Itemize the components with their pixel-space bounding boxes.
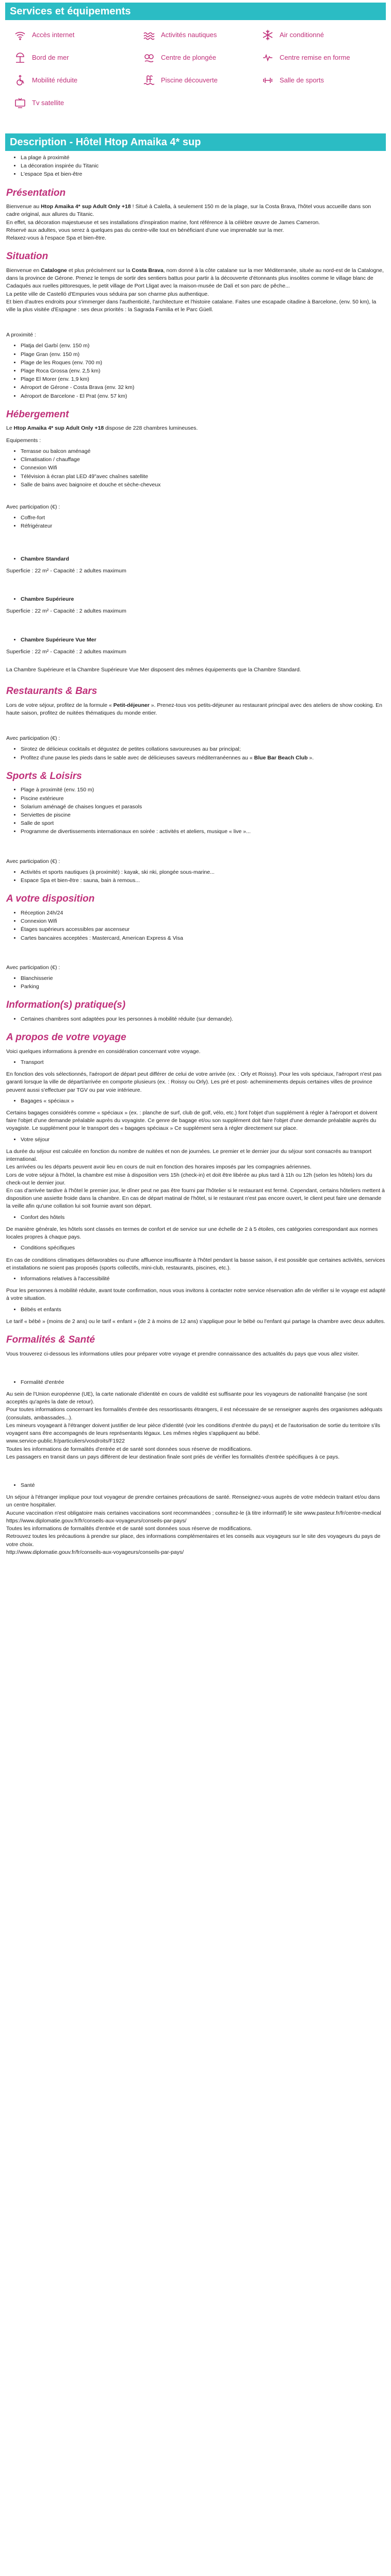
list-item: • Télévision à écran plat LED 49"avec chaînes satellite (21, 473, 386, 481)
pratiques-list (5, 1015, 386, 1023)
list-item: • Plage de les Roques (env. 700 m) (21, 359, 386, 367)
situation-p1: Bienvenue en Catalogne et plus précisément sur la Costa Brava, nom donné à la côte catalane sur la mer Méditerranée, située au nord-est de la Catalogne, dans la province de Gérone. Prenez le temps de sortir des sentiers battus pour partir à la découverte d'étonnants plus insolites comme le village blanc de Cadaqués aux ruelles pittoresques, le petit village de Port Lligat avec la maison-musée de Dalí et son parc de pêche... (6, 267, 384, 290)
service-item (14, 93, 143, 113)
disposition-paid-list (5, 975, 386, 991)
service-item (143, 25, 262, 45)
voyage-text: Pour les personnes à mobilité réduite, avant toute confirmation, nous vous invitons à contacter notre service réservation afin de vérifier si le voyage est adapté à votre situation. (6, 1287, 386, 1302)
list-item: • Blanchisserie (21, 975, 386, 982)
sports-paid-list (5, 869, 386, 885)
service-item (143, 48, 262, 67)
service-item (262, 71, 386, 90)
service-label: Accès internet (32, 30, 75, 39)
situation-p3: Et bien d'autres endroits pour s'immerger dans l'authenticité, l'architecture et l'histoire catalane. Faites une escapade citadine à Barcelone, (env. 50 km), la ville la plus visitée d'Espagne : ses deux priorités : la Sagrada Familia et le Parc Güell. (6, 298, 377, 313)
service-item (262, 25, 386, 45)
nearby-label: A proximité : (6, 332, 36, 338)
voyage-heading: • Transport (21, 1059, 386, 1066)
formalites-text: Au sein de l'Union européenne (UE), la carte nationale d'identité en cours de validité est suffisante pour les voyageurs de nationalité française (ne sont acceptés qu'après la date de retour). Pour toutes informations concernant les formalités d'entrée des ressortissants étrangers, il est nécessaire de se renseigner auprès des organismes adéquats (consulats, ambassades...). Les mineurs voyageant à l'étranger doivent justifier de leur pièce d'identité (voir les conditions d'entrée du pays) et de l'autorisation de sortie du territoire s'ils voyagent sans être accompagnés de leurs représentants légaux. Les mêmes règles s'appliquent au bébé. www.service-public.fr/particuliers/vosdroits/F1922 Toutes les informations de formalités d'entrée et de santé sont données sous réserve de modifications. Les passagers en transit dans un pays différent de leur destination finale sont priés de vérifier les formalités d'entrée spécifiques à ce pays. (6, 1391, 383, 1460)
formalites-sante (5, 1461, 386, 1556)
voyage-text: La durée du séjour est calculée en fonction du nombre de nuitées et non de journées. Le premier et le dernier jour du séjour sont consacrés au transport international. Les arrivées ou les départs peuvent avoir lieu en cours de nuit en fonction des horaires imposés par les compagnies aériennes. Lors de votre séjour à l'hôtel, la chambre est mise à disposition vers 15h (check-in) et doit être libérée au plus tard à 11h ou 12h (selon les hôtels) lors du check-out le dernier jour. En cas d'arrivée tardive à l'hôtel le premier jour, le dîner peut ne pas être fourni par l'hôtelier si le restaurant est fermé. Cependant, certains hôteliers mettent à disposition une assiette froide dans la chambre. En cas de départ matinal de l'hôtel, si le restaurant n'est pas encore ouvert, le client peut faire une demande la veille afin qu'une collation lui soit fournie avant son départ. (6, 1148, 385, 1210)
equipment-list (5, 448, 386, 489)
list-item: • Plage à proximité (env. 150 m) (21, 786, 386, 794)
service-label: Centre de plongée (161, 53, 216, 61)
sports-list (5, 786, 386, 836)
list-item: • Platja del Garbí (env. 150 m) (21, 342, 386, 350)
room-paid-list (5, 514, 386, 530)
voyage-text: En fonction des vols sélectionnés, l'aéroport de départ peut différer de celui de votre arrivée (ex. : Orly et Roissy). Pour les vols spéciaux, l'aéroport n'est pas garanti lorsque la ville de départ/arrivée en comporte plusieurs (ex. : Roissy ou Orly). Les pré et post- acheminements depuis certaines villes de province peuvent aussi s'effectuer par TGV ou par voie intérieure. (6, 1071, 382, 1093)
room-block (5, 616, 386, 656)
list-item: • Plage El Morer (env. 1,9 km) (21, 376, 386, 383)
voyage-text: De manière générale, les hôtels sont classés en termes de confort et de service sur une échelle de 2 à 5 étoiles, ces catégories correspondant aux normes locales propres à chaque pays. (6, 1226, 378, 1241)
service-label: Air conditionné (280, 30, 324, 39)
list-item: • Réfrigérateur (21, 522, 386, 530)
beach-icon (14, 52, 26, 63)
wheelchair-icon (14, 75, 26, 86)
service-item (14, 25, 143, 45)
presentation-title: Présentation (6, 187, 66, 198)
list-item: • Parking (21, 983, 386, 991)
formalites-blocks (5, 1358, 386, 1556)
list-item: • Terrasse ou balcon aménagé (21, 448, 386, 455)
presentation-p2: En effet, sa décoration majestueuse et ses installations d'inspiration marine, font référence à la célèbre œuvre de James Cameron. (6, 219, 320, 226)
hebergement-title: Hébergement (6, 409, 69, 420)
list-item: • Aéroport de Barcelone - El Prat (env. 57 km) (21, 393, 386, 400)
voyage-bagages (5, 1097, 386, 1133)
rooms-note: La Chambre Supérieure et la Chambre Supérieure Vue Mer disposent des mêmes équipements que la Chambre Standard. (6, 666, 301, 673)
rooms (5, 535, 386, 656)
service-label: Bord de mer (32, 53, 69, 61)
fitness-icon (262, 52, 273, 63)
sports-title: Sports & Loisirs (6, 770, 82, 782)
list-item: • Serviettes de piscine (21, 811, 386, 819)
service-label: Salle de sports (280, 76, 324, 84)
snowflake-icon (262, 29, 273, 41)
voyage-heading: • Confort des hôtels (21, 1214, 386, 1222)
disposition-list (5, 909, 386, 942)
formalites-heading: • Santé (21, 1482, 386, 1489)
equipment-label: Equipements : (6, 437, 41, 444)
voyage-confort (5, 1214, 386, 1242)
diving-icon (143, 52, 155, 63)
list-item: • Climatisation / chauffage (21, 456, 386, 464)
list-item: • Réception 24h/24 (21, 909, 386, 917)
list-item: • Plage Gran (env. 150 m) (21, 351, 386, 359)
presentation-p3: Réservé aux adultes, vous serez à quelques pas du centre-ville tout en bénéficiant d'une vue imprenable sur la mer. (6, 227, 284, 233)
list-item: • Salle de sport (21, 820, 386, 827)
service-label: Activités nautiques (161, 30, 217, 39)
list-item: • Sirotez de délicieux cocktails et dégustez de petites collations savoureuses au bar principal; (21, 745, 386, 753)
list-item: • Profitez d'une pause les pieds dans le sable avec de délicieuses saveurs méditerranéennes au « Blue Bar Beach Club ». (21, 754, 386, 762)
restaurants-title: Restaurants & Bars (6, 686, 97, 697)
service-item (14, 71, 143, 90)
list-item: • Activités et sports nautiques (à proximité) : kayak, ski nki, plongée sous-marine... (21, 869, 386, 876)
service-item (262, 48, 386, 67)
voyage-bebes (5, 1306, 386, 1326)
list-item: • Plage Roca Grossa (env. 2,5 km) (21, 367, 386, 375)
wifi-icon (14, 29, 26, 41)
voyage-text: Le tarif « bébé » (moins de 2 ans) ou le tarif « enfant » (de 2 à moins de 12 ans) s'applique pour le bébé ou l'enfant qui partage la chambre avec deux adultes. (6, 1318, 385, 1325)
description-highlights (5, 154, 386, 179)
voyage-mobilite (5, 1275, 386, 1303)
list-item: • Coffre-fort (21, 514, 386, 522)
nearby-list (5, 342, 386, 400)
pool-icon (143, 75, 155, 86)
restaurants-p: Lors de votre séjour, profitez de la formule « Petit-déjeuner ». Prenez-tous vos petits-déjeuner au restaurant principal avec des ateliers de show cooking. En haute saison, profitez de nuitées thématiques du monde entier. (6, 702, 382, 716)
service-item (143, 71, 262, 90)
voyage-heading: • Votre séjour (21, 1136, 386, 1144)
list-item: • Connexion Wifi (21, 918, 386, 925)
list-item: • Étages supérieurs accessibles par ascenseur (21, 926, 386, 934)
voyage-heading: • Conditions spécifiques (21, 1244, 386, 1252)
services-grid (5, 20, 386, 113)
formalites-title: Formalités & Santé (6, 1334, 95, 1346)
room-block (5, 575, 386, 615)
list-item: • Salle de bains avec baignoire et douche et sèche-cheveux (21, 481, 386, 489)
restaurants-list (5, 745, 386, 761)
service-label: Mobilité réduite (32, 76, 78, 84)
list-item: • La plage à proximité (21, 154, 386, 162)
room-name: • Chambre Standard (21, 555, 386, 563)
room-size: Superficie : 22 m² - Capacité : 2 adultes maximum (6, 567, 126, 574)
service-item (14, 48, 143, 67)
voyage-text: En cas de conditions climatiques défavorables ou d'une affluence insuffisante à l'hôtel pendant la basse saison, il est possible que certaines activités, services et installations ne soient pas proposés (sports collectifs, mini-club, restaurants, piscines, etc.). (6, 1257, 385, 1271)
list-item: • Espace Spa et bien-être : sauna, bain à remous... (21, 877, 386, 885)
presentation-p4: Relaxez-vous à l'espace Spa et bien-être. (6, 235, 107, 242)
restaurants-paid-label: Avec participation (€) : (6, 735, 60, 742)
voyage-text: Certains bagages considérés comme « spéciaux » (ex. : planche de surf, club de golf, vélo, etc.) font l'objet d'un supplément à régler à l'aéroport et doivent faire l'objet d'une demande préalable auprès du voyagiste. Ce genre de bagage et/ou son supplément doit faire l'objet d'une demande préalable auprès du voyagiste. Le supplément pour le transport des « bagages spéciaux » Ce supplément sera à régler directement sur place. (6, 1110, 378, 1132)
list-item: • Cartes bancaires acceptées : Mastercard, American Express & Visa (21, 935, 386, 942)
situation-p2: La petite ville de Castelló d'Empuries vous séduira par son charme plus authentique. (6, 291, 209, 297)
room-block (5, 535, 386, 575)
service-label: Piscine découverte (161, 76, 218, 84)
room-name: • Chambre Supérieure Vue Mer (21, 636, 386, 644)
voyage-intro: Voici quelques informations à prendre en considération concernant votre voyage. (6, 1048, 201, 1055)
voyage-blocks (5, 1059, 386, 1326)
voyage-conditions (5, 1244, 386, 1272)
list-item: • L'espace Spa et bien-être (21, 171, 386, 178)
formalites-heading: • Formalité d'entrée (21, 1379, 386, 1386)
voyage-heading: • Informations relatives à l'accessibilité (21, 1275, 386, 1283)
sports-paid-label: Avec participation (€) : (6, 858, 60, 865)
voyage-heading: • Bagages « spéciaux » (21, 1097, 386, 1105)
formalites-intro: Vous trouverez ci-dessous les informations utiles pour préparer votre voyage et prendre connaissance des actualités du pays que vous allez visiter. (6, 1350, 360, 1357)
formalites-text: Un séjour à l'étranger implique pour tout voyageur de prendre certaines précautions de santé. Renseignez-vous auprès de votre médecin traitant et/ou dans un centre hospitalier. Aucune vaccination n'est obligatoire mais certaines vaccinations sont recommandées ; consultez-le (à titre informatif) le site www.pasteur.fr/fr/centre-medical https://www.diplomatie.gouv.fr/fr/conseils-aux-voyageurs/conseils-par-pays/ Toutes les informations de formalités d'entrée et de santé sont données sous réserve de modifications. Retrouvez toutes les précautions à prendre sur place, des informations complémentaires et les conseils aux voyageurs sur le site des voyageurs du pays de votre choix. http://www.diplomatie.gouv.fr/fr/conseils-aux-voyageurs/conseils-par-pays/ (6, 1494, 381, 1555)
list-item: • Programme de divertissements internationaux en soirée : activités et ateliers, musique « live »... (21, 828, 386, 836)
situation-title: Situation (6, 251, 48, 262)
room-paid-label: Avec participation (€) : (6, 503, 60, 510)
disposition-title: A votre disposition (6, 893, 95, 905)
voyage-hotel (5, 1136, 386, 1211)
tv-icon (14, 97, 26, 109)
list-item: • Certaines chambres sont adaptées pour les personnes à mobilité réduite (sur demande). (21, 1015, 386, 1023)
waves-icon (143, 29, 155, 41)
room-name: • Chambre Supérieure (21, 596, 386, 603)
disposition-paid-label: Avec participation (€) : (6, 964, 60, 971)
room-size: Superficie : 22 m² - Capacité : 2 adultes maximum (6, 608, 126, 615)
list-item: • Piscine extérieure (21, 795, 386, 803)
list-item: • Connexion Wifi (21, 464, 386, 472)
pratiques-title: Information(s) pratique(s) (6, 999, 126, 1011)
services-header: Services et équipements (5, 3, 386, 20)
hebergement-intro: Le Htop Amaika 4* sup Adult Only +18 dispose de 228 chambres lumineuses. (6, 425, 198, 432)
room-size: Superficie : 22 m² - Capacité : 2 adultes maximum (6, 648, 126, 655)
service-label: Tv satellite (32, 98, 64, 107)
list-item: • La décoration inspirée du Titanic (21, 162, 386, 170)
voyage-heading: • Bébés et enfants (21, 1306, 386, 1314)
voyage-title: A propos de votre voyage (6, 1032, 126, 1043)
description-header: Description - Hôtel Htop Amaika 4* sup (5, 133, 386, 151)
service-label: Centre remise en forme (280, 53, 350, 61)
formalites-admin (5, 1358, 386, 1461)
list-item: • Solarium aménagé de chaises longues et parasols (21, 803, 386, 811)
dumbbell-icon (262, 75, 273, 86)
presentation-p1: Bienvenue au Htop Amaika 4* sup Adult Only +18 ! Situé à Calella, à seulement 150 m de la plage, sur la Costa Brava, l'hôtel vous accueille dans son cadre original, aux allures du Titanic. (6, 204, 371, 218)
list-item: • Aéroport de Gérone - Costa Brava (env. 32 km) (21, 384, 386, 392)
voyage-transport (5, 1059, 386, 1094)
